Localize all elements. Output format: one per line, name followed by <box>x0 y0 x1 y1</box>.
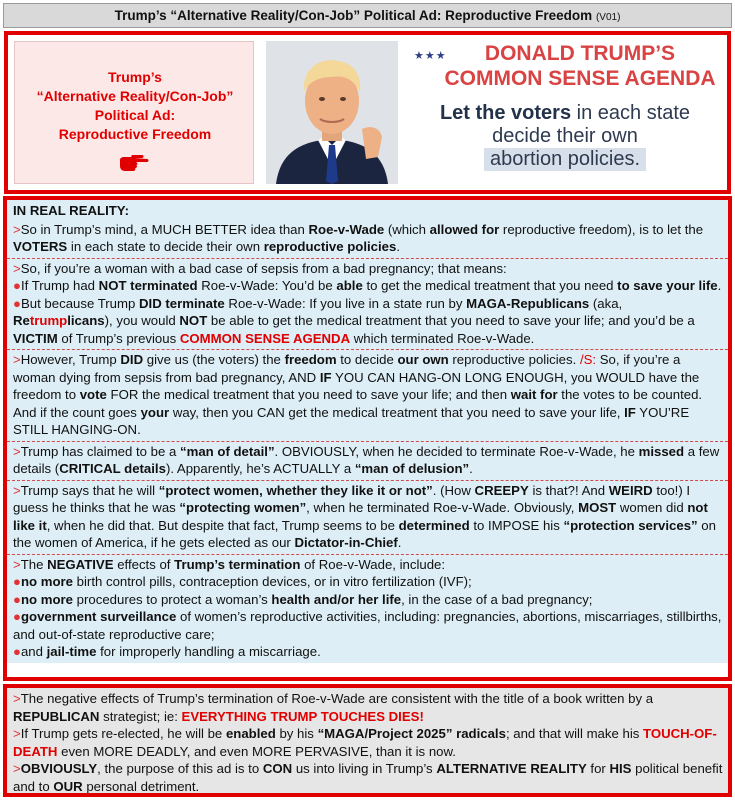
bullet-item: ●government surveillance of women’s reproductive activities, including: pregnancies, abortions, miscarriages, stillbirths, and out-of-state reproductive care; <box>13 609 722 642</box>
agenda-graphic <box>405 38 723 187</box>
conclusion-statement: >The negative effects of Trump’s termination of Roe-v-Wade are consistent with the title of a book written by a REPUBLICAN strategist; ie: EVERYTHING TRUMP TOUCHES DIES! <box>13 691 654 724</box>
statement: >The NEGATIVE effects of Trump’s termination of Roe-v-Wade, include: <box>13 556 446 572</box>
statement: >Trump has claimed to be a “man of detail”. OBVIOUSLY, when he decided to terminate Roe-v-Wade, he missed a few details (CRITICAL details). Apparently, he’s ACTUALLY a “man of delusion”. <box>13 443 720 476</box>
bullet-icon: ● <box>13 591 21 607</box>
bullet-icon: ● <box>13 295 21 311</box>
portrait-photo <box>266 41 398 184</box>
statement: >So in Trump’s mind, a MUCH BETTER idea than Roe-v-Wade (which allowed for reproductive freedom), is to let the VOTERS in each state to decide their own reproductive policies. <box>13 221 704 254</box>
pointing-hand-right-icon <box>118 154 150 172</box>
conclusion-section <box>3 684 732 797</box>
real-reality-section <box>3 196 732 681</box>
statement-block <box>7 220 728 259</box>
agenda-headline: DONALD TRUMP’S COMMON SENSE AGENDA <box>444 42 716 90</box>
bullet-item: ●If Trump had NOT terminated Roe-v-Wade: You’d be able to get the medical treatment that you need to save your life. <box>13 278 722 293</box>
bullet-item: ●no more procedures to protect a woman’s health and/or her life, in the case of a bad pregnancy; <box>13 591 593 607</box>
version-label: (V01) <box>595 12 621 23</box>
stars-decoration: ★★★ <box>414 50 447 62</box>
hero-banner <box>4 31 731 194</box>
conclusion-statement: >OBVIOUSLY, the purpose of this ad is to CON us into living in Trump’s ALTERNATIVE REALITY for HIS political benefit and to OUR personal detriment. <box>13 761 723 794</box>
bullet-item: ●But because Trump DID terminate Roe-v-Wade: If you live in a state run by MAGA-Republicans (aka, Retrumplicans), you would NOT be able to get the medical treatment that you need to save your life; and you’d be a VICTIM of Trump’s previous COMMON SENSE AGENDA which terminated Roe-v-Wade. <box>13 295 695 346</box>
statement: >So, if you’re a woman with a bad case of sepsis from a bad pregnancy; that means: <box>13 260 507 276</box>
bullet-item: ●no more birth control pills, contraception devices, or in vitro fertilization (IVF); <box>13 574 472 589</box>
bullet-icon: ● <box>13 609 21 624</box>
bullet-item: ●and jail-time for improperly handling a miscarriage. <box>13 644 321 659</box>
statement-block <box>7 350 728 442</box>
hero-caption: Trump’s “Alternative Reality/Con-Job” Political Ad: Reproductive Freedom <box>36 69 234 142</box>
statement-block <box>7 555 728 663</box>
bullet-icon: ● <box>13 574 21 589</box>
statement-block <box>7 481 728 555</box>
agenda-subtext: Let the voters in each state decide their own abortion policies. <box>439 102 691 170</box>
bullet-icon: ● <box>13 278 21 293</box>
hero-caption-panel <box>14 41 254 184</box>
statement: >Trump says that he will “protect women, whether they like it or not”. (How CREEPY is that?! And WEIRD too!) I guess he thinks that he was “protecting women”, when he terminated Roe-v-Wade. Obviously, MOST women did not like it, when he did that. But despite that fact, Trump seems to be determined to IMPOSE his “protection services” on the women of America, if he gets elected as our Dictator-in-Chief. <box>13 482 716 550</box>
statement-block <box>7 259 728 351</box>
statement: >However, Trump DID give us (the voters) the freedom to decide our own reproductive policies. /S: So, if you’re a woman dying from sepsis from bad pregnancy, AND IF YOU CAN HANG-ON LONG ENOUGH, you WOULD have the freedom to vote FOR the medical treatment that you need to save your life; and then wait for the votes to be counted. And if the count goes your way, then you CAN get the medical treatment that you need to save your life, IF YOU’RE STILL HANGING-ON. <box>13 352 703 437</box>
section-heading: IN REAL REALITY: <box>7 200 728 220</box>
page-title: Trump’s “Alternative Reality/Con-Job” Political Ad: Reproductive Freedom (V01) <box>3 3 732 28</box>
conclusion-statement: >If Trump gets re-elected, he will be enabled by his “MAGA/Project 2025” radicals; and that will make his TOUCH-OF-DEATH even MORE DEADLY, and even MORE PERVASIVE, than it is now. <box>13 726 717 759</box>
statement-block <box>7 442 728 481</box>
bullet-icon: ● <box>13 644 21 659</box>
